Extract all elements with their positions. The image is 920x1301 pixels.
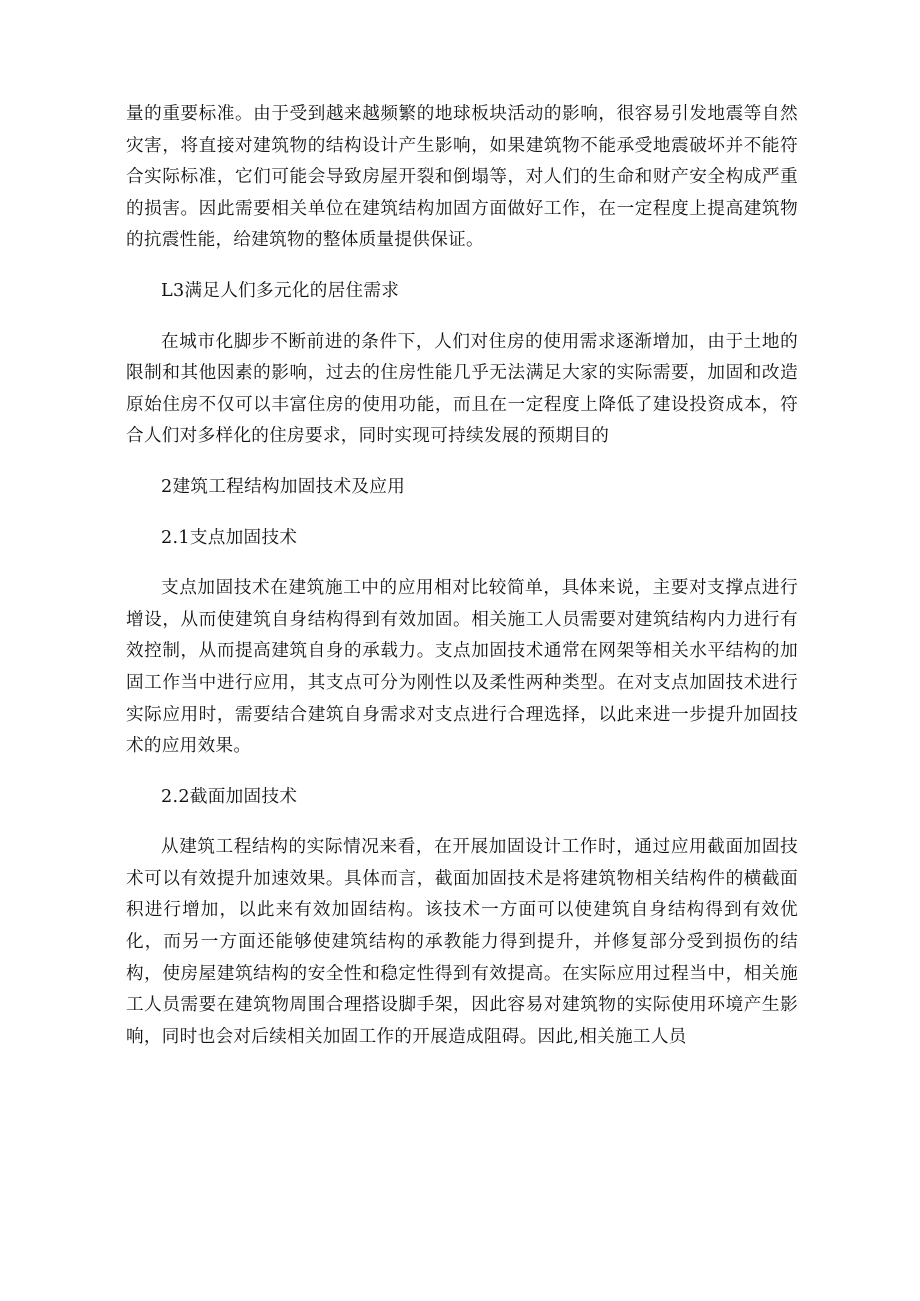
section-heading-2-1: 2.1支点加固技术 [161, 527, 298, 548]
section-heading-2: 2建筑工程结构加固技术及应用 [161, 476, 406, 497]
paragraph-housing-demand: 在城市化脚步不断前进的条件下，人们对住房的使用需求逐渐增加，由于土地的限制和其他因素的影响，过去的住房性能几乎无法满足大家的实际需要，加固和改造原始住房不仅可以丰富住房的使用功能，而且在一定程度上降低了建设投资成本，符合人们对多样化的住房要求，同时实现可持续发展的预期目的 [126, 331, 798, 447]
paragraph-section-enlargement: 从建筑工程结构的实际情况来看，在开展加固设计工作时，通过应用截面加固技术可以有效提升加速效果。具体而言，截面加固技术是将建筑物相关结构件的横截面积进行增加，以此来有效加固结构。该技术一方面可以使建筑自身结构得到有效优化，而另一方面还能够使建筑结构的承教能力得到提升，并修复部分受到损伤的结构，使房屋建筑结构的安全性和稳定性得到有效提高。在实际应用过程当中，相关施工人员需要在建筑物周围合理搭设脚手架，因此容易对建筑物的实际使用环境产生影响，同时也会对后续相关加固工作的开展造成阻碍。因此,相关施工人员 [126, 837, 798, 1047]
document-body [126, 99, 798, 1053]
paragraph-seismic-importance: 量的重要标准。由于受到越来越频繁的地球板块活动的影响，很容易引发地震等自然灾害，将直接对建筑物的结构设计产生影响，如果建筑物不能承受地震破坏并不能符合实际标准，它们可能会导致房屋开裂和倒塌等，对人们的生命和财产安全构成严重的损害。因此需要相关单位在建筑结构加固方面做好工作，在一定程度上提高建筑物的抗震性能，给建筑物的整体质量提供保证。 [126, 104, 798, 251]
section-heading-1-3: L3满足人们多元化的居住需求 [161, 280, 400, 301]
paragraph-support-point-technique: 支点加固技术在建筑施工中的应用相对比较简单，具体来说，主要对支撑点进行增设，从而使建筑自身结构得到有效加固。相关施工人员需要对建筑结构内力进行有效控制，从而提高建筑自身的承载力。支点加固技术通常在网架等相关水平结构的加固工作当中进行应用，其支点可分为刚性以及柔性两种类型。在对支点加固技术进行实际应用时，需要结合建筑自身需求对支点进行合理选择，以此来进一步提升加固技术的应用效果。 [126, 578, 798, 757]
section-heading-2-2: 2.2截面加固技术 [161, 786, 298, 807]
